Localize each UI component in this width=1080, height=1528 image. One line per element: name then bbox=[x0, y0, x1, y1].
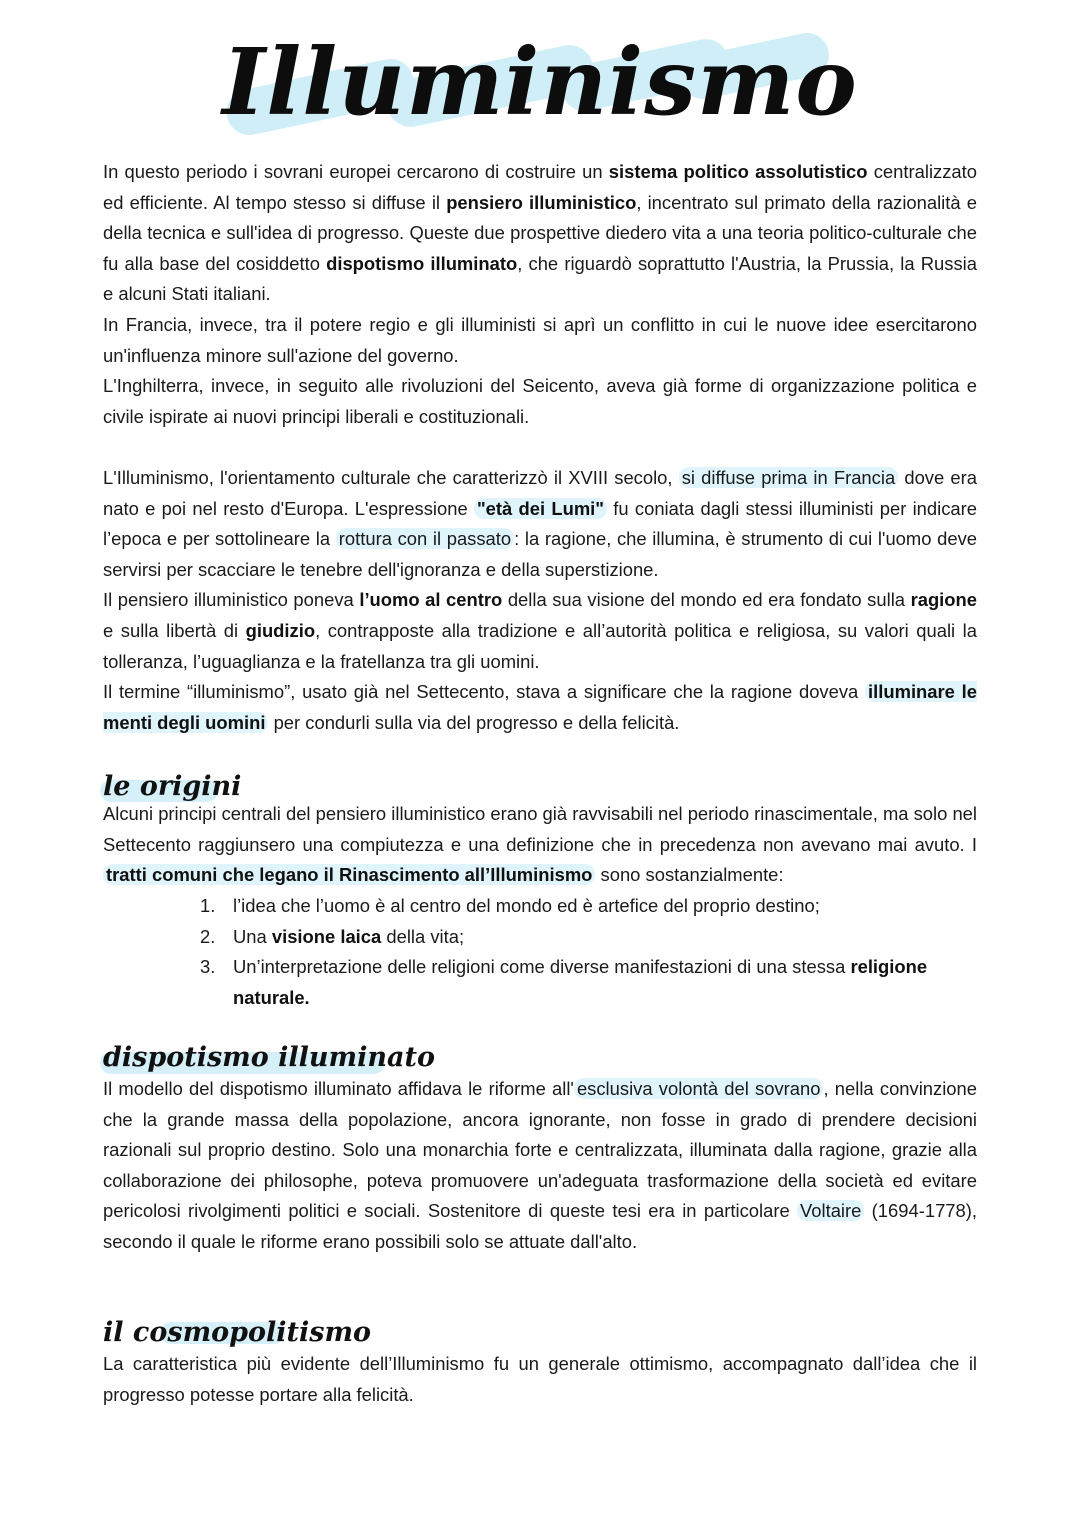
cosmopolitismo-section bbox=[103, 1349, 977, 1410]
highlighted-text: esclusiva volontà del sovrano bbox=[574, 1078, 824, 1099]
text-run: Alcuni principi centrali del pensiero illuministico erano già ravvisabili nel periodo rinascimentale, ma solo nel Settecento raggiunsero una compiutezza e una definizione che in precedenza non avevano mai avuto. I bbox=[103, 803, 977, 855]
intro-section bbox=[103, 157, 977, 432]
bold-text: dispotismo illuminato bbox=[326, 252, 518, 274]
bold-text: pensiero illuministico bbox=[446, 191, 637, 213]
text-run: sono sostanzialmente: bbox=[595, 864, 784, 886]
text-run: , nella convinzione che la grande massa della popolazione, ancora ignorante, non fosse in grado di prendere decisioni razionali sul proprio destino. Solo una monarchia forte e centralizzata, illuminata dalla ragione, grazie alla collaborazione dei philosophe, poteva promuovere un'adeguata trasformazione della società ed evitare pericolosi rivolgimenti politici e sociali. Sostenitore di queste tesi era in particolare bbox=[103, 1078, 977, 1222]
page-title: Illuminismo bbox=[222, 28, 858, 136]
bold-text: sistema politico assolutistico bbox=[608, 161, 868, 182]
text-run: Un’interpretazione delle religioni come diverse manifestazioni di una stessa bbox=[233, 956, 851, 978]
list-item bbox=[200, 922, 977, 953]
text-run: , incentrato sul primato della razionalità e della tecnica e sull'idea di progresso. Queste due prospettive diedero vita a una teoria politico-culturale che fu alla base del cosiddetto bbox=[103, 191, 977, 274]
dispotismo-section bbox=[103, 1074, 977, 1258]
section-heading-cosmopolitismo: il cosmopolitismo bbox=[103, 1317, 372, 1348]
common-traits-list bbox=[200, 891, 977, 1013]
paragraph bbox=[103, 677, 977, 738]
section-heading-origini: le origini bbox=[103, 771, 242, 802]
text-run: l’idea che l’uomo è al centro del mondo ed è artefice del proprio destino; bbox=[233, 895, 820, 916]
paragraph bbox=[103, 157, 977, 310]
text-run: In questo periodo i sovrani europei cercarono di costruire un bbox=[103, 161, 609, 182]
bold-text: religione naturale. bbox=[233, 956, 928, 1008]
list-item-number: 1. bbox=[200, 895, 216, 916]
highlighted-text: rottura con il passato bbox=[336, 528, 514, 549]
bold-text: visione laica bbox=[271, 925, 382, 947]
title-area bbox=[0, 22, 1080, 142]
text-run: L'Inghilterra, invece, in seguito alle rivoluzioni del Seicento, aveva già forme di organizzazione politica e civile ispirate ai nuovi principi liberali e costituzionali. bbox=[103, 375, 977, 427]
text-run: per condurli sulla via del progresso e della felicità. bbox=[268, 711, 680, 733]
text-run: Una bbox=[233, 925, 272, 947]
paragraph bbox=[103, 371, 977, 432]
origini-section bbox=[103, 799, 977, 891]
paragraph bbox=[103, 463, 977, 585]
text-run: In Francia, invece, tra il potere regio e gli illuministi si aprì un conflitto in cui le nuove idee esercitarono un'influenza minore sull'azione del governo. bbox=[103, 313, 977, 366]
text-run: La caratteristica più evidente dell’Illuminismo fu un generale ottimismo, accompagnato dall’idea che il progresso potesse portare alla felicità. bbox=[103, 1353, 977, 1405]
paragraph bbox=[103, 1074, 977, 1258]
text-run: fu coniata dagli stessi illuministi per indicare l’epoca e per sottolineare la bbox=[103, 497, 977, 550]
text-run: e sulla libertà di bbox=[103, 619, 246, 641]
highlighted-bold-text: illuminare le menti degli uomini bbox=[103, 681, 977, 733]
list-item-number: 2. bbox=[200, 925, 216, 947]
paragraph bbox=[103, 799, 977, 891]
list-item-number: 3. bbox=[200, 956, 216, 978]
highlighted-bold-text: "età dei Lumi" bbox=[474, 498, 607, 519]
illuminismo-section bbox=[103, 463, 977, 738]
list-item bbox=[200, 891, 977, 922]
highlighted-bold-text: tratti comuni che legano il Rinascimento all’Illuminismo bbox=[103, 864, 595, 885]
text-run: Il modello del dispotismo illuminato affidava le riforme all' bbox=[103, 1078, 574, 1099]
text-run: dove era nato e poi nel resto d'Europa. L'espressione bbox=[103, 467, 977, 519]
bold-text: l’uomo al centro bbox=[359, 589, 503, 611]
text-run: della sua visione del mondo ed era fondato sulla bbox=[502, 589, 911, 611]
text-run: Il termine “illuminismo”, usato già nel Settecento, stava a significare che la ragione doveva bbox=[103, 681, 866, 703]
text-run: della vita; bbox=[381, 925, 465, 947]
paragraph bbox=[103, 585, 977, 677]
text-run: centralizzato ed efficiente. Al tempo stesso si diffuse il bbox=[103, 161, 977, 213]
paragraph bbox=[103, 1349, 977, 1410]
bold-text: ragione bbox=[910, 589, 977, 611]
text-run: L'Illuminismo, l'orientamento culturale che caratterizzò il XVIII secolo, bbox=[103, 467, 679, 488]
text-run: : la ragione, che illumina, è strumento di cui l'uomo deve servirsi per scacciare le tenebre dell'ignoranza e della superstizione. bbox=[103, 528, 977, 580]
paragraph bbox=[103, 310, 977, 371]
section-heading-dispotismo: dispotismo illuminato bbox=[103, 1042, 435, 1073]
text-run: , che riguardò soprattutto l'Austria, la Prussia, la Russia e alcuni Stati italiani. bbox=[103, 252, 977, 305]
list-item bbox=[200, 952, 977, 1013]
text-run: Il pensiero illuministico poneva bbox=[103, 589, 360, 611]
text-run: , contrapposte alla tradizione e all’autorità politica e religiosa, su valori quali la tolleranza, l’uguaglianza e la fratellanza tra gli uomini. bbox=[103, 619, 977, 672]
highlighted-text: si diffuse prima in Francia bbox=[679, 467, 898, 488]
highlighted-text: Voltaire bbox=[797, 1200, 864, 1221]
text-run: (1694-1778), secondo il quale le riforme erano possibili solo se attuate dall'alto. bbox=[103, 1200, 977, 1252]
bold-text: giudizio bbox=[245, 619, 316, 641]
